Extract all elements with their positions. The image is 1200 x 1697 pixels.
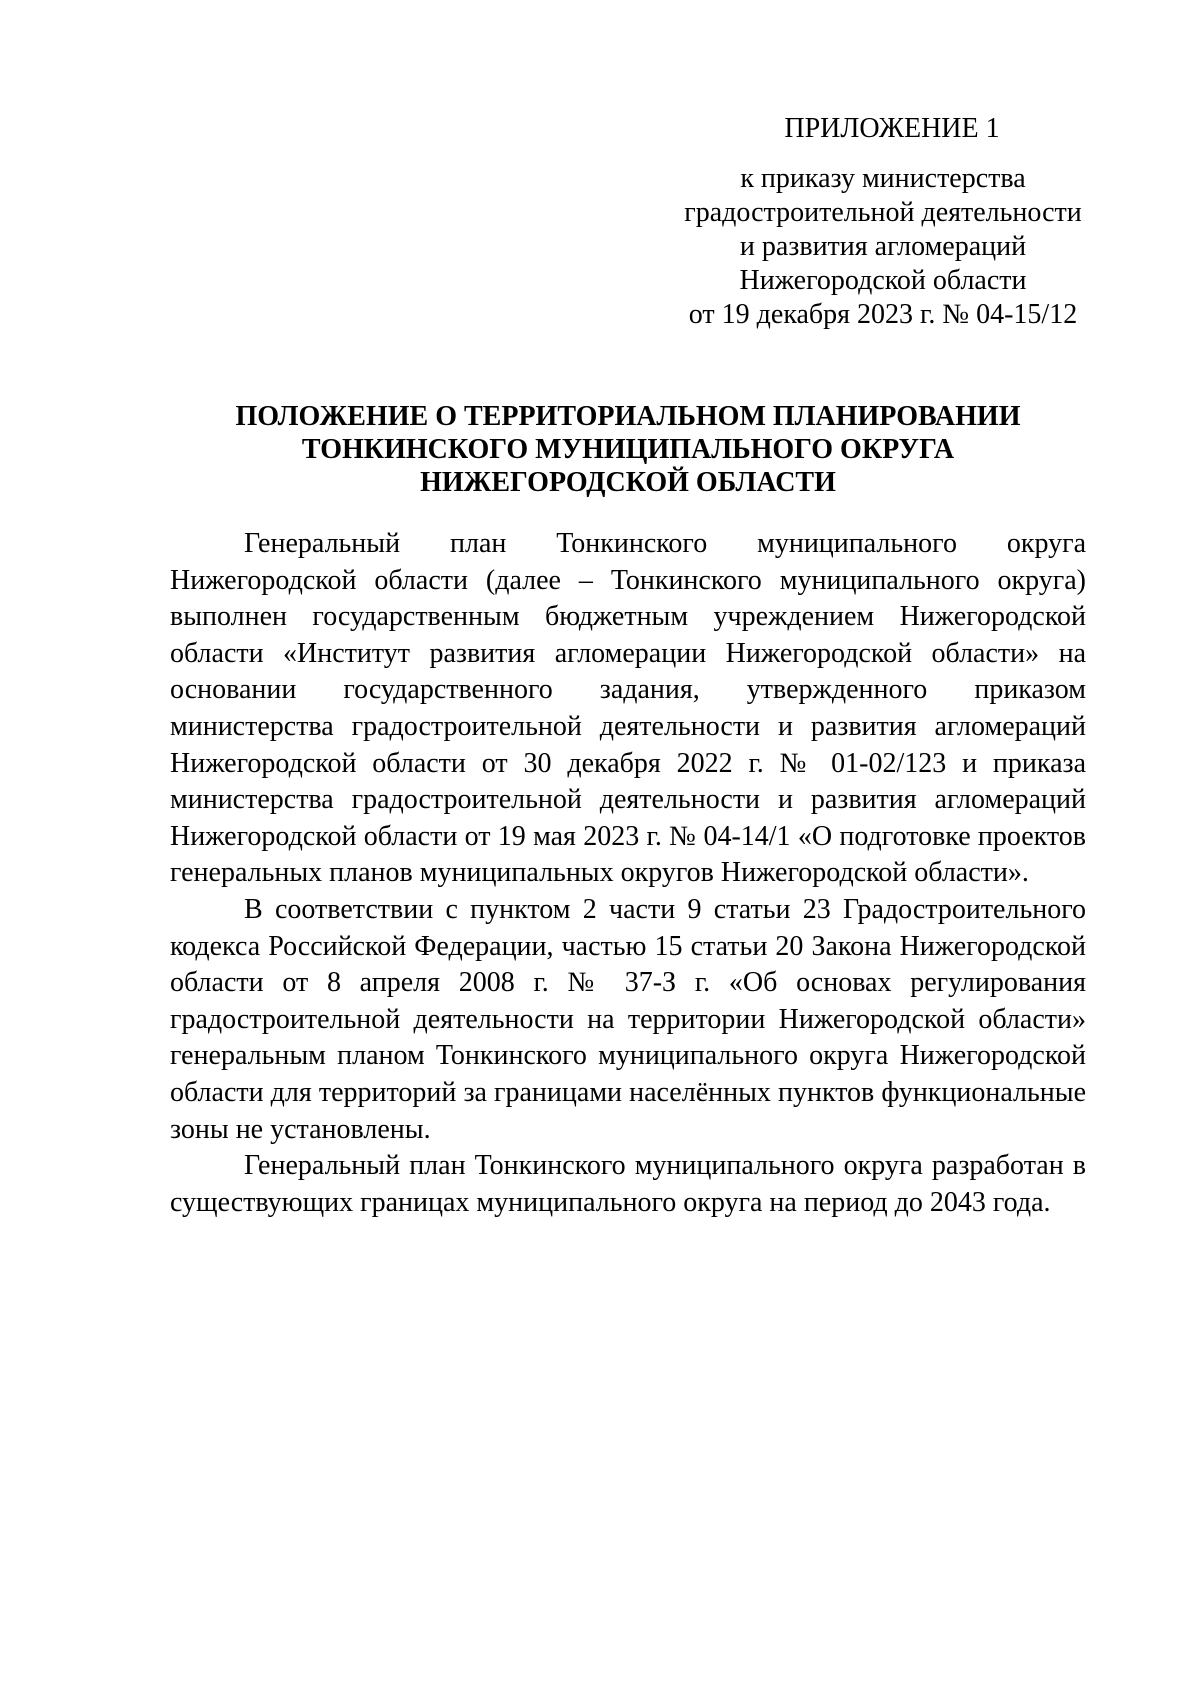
appendix-line: Нижегородской области <box>739 265 1027 296</box>
appendix-line: и развития агломераций <box>739 231 1027 262</box>
body-paragraph: В соответствии с пунктом 2 части 9 статьи 23 Градостроительного кодекса Российской Федерации, частью 15 статьи 20 Закона Нижегородской области от 8 апреля 2008 г. № 37-З г. «Об основах регулирования градостроительной деятельности на территории Нижегородской области» генеральным планом Тонкинского муниципального округа Нижегородской области для территорий за границами населённых пунктов функциональные зоны не установлены. <box>170 893 1086 1145</box>
title-line: ПОЛОЖЕНИЕ О ТЕРРИТОРИАЛЬНОМ ПЛАНИРОВАНИИ <box>235 401 1021 432</box>
appendix-line: градостроительной деятельности <box>684 197 1082 228</box>
appendix-block <box>680 112 1086 332</box>
appendix-title: ПРИЛОЖЕНИЕ 1 <box>784 113 1000 144</box>
appendix-line: к приказу министерства <box>740 163 1026 194</box>
document-title <box>170 400 1086 499</box>
title-line: ТОНКИНСКОГО МУНИЦИПАЛЬНОГО ОКРУГА <box>301 434 955 465</box>
appendix-reference <box>680 162 1086 332</box>
document-body <box>170 526 1086 1221</box>
body-paragraph: Генеральный план Тонкинского муниципального округа Нижегородской области (далее – Тонкинского муниципального округа) выполнен государственным бюджетным учреждением Нижегородской области «Институт развития агломерации Нижегородской области» на основании государственного задания, утвержденного приказом министерства градостроительной деятельности и развития агломераций Нижегородской области от 30 декабря 2022 г. № 01-02/123 и приказа министерства градостроительной деятельности и развития агломераций Нижегородской области от 19 мая 2023 г. № 04-14/1 «О подготовке проектов генеральных планов муниципальных округов Нижегородской области». <box>170 528 1086 889</box>
body-paragraph: Генеральный план Тонкинского муниципального округа разработан в существующих границах муниципального округа на период до 2043 года. <box>170 1150 1086 1218</box>
appendix-order-date: от 19 декабря 2023 г. № 04-15/12 <box>688 299 1078 330</box>
title-line: НИЖЕГОРОДСКОЙ ОБЛАСТИ <box>420 467 836 498</box>
